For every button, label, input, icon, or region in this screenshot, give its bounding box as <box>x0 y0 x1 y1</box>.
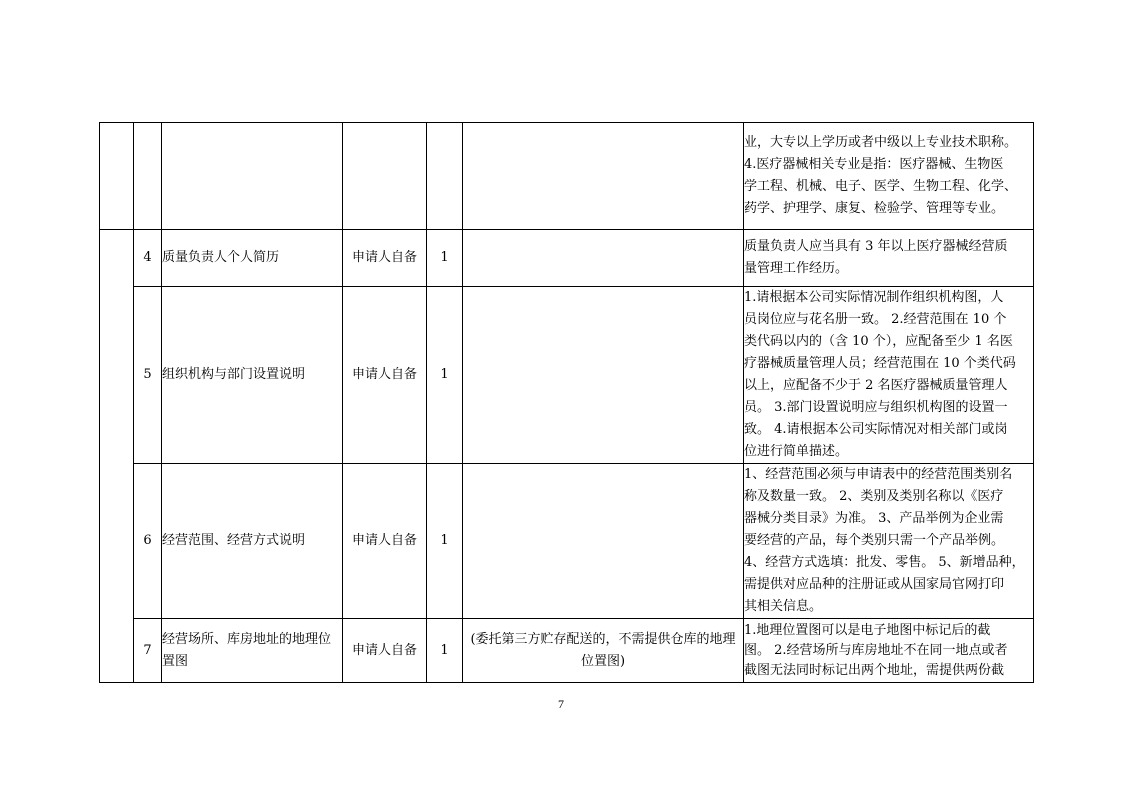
material-count: 1 <box>427 230 463 287</box>
material-name: 质量负责人个人简历 <box>162 230 343 287</box>
requirement-cell <box>744 230 1034 287</box>
requirement-line: 截图无法同时标记出两个地址，需提供两份截 <box>744 662 1005 678</box>
material-name: 经营范围、经营方式说明 <box>162 464 343 619</box>
material-note <box>463 619 744 683</box>
group-cell-top <box>100 123 134 230</box>
requirement-line: 质量负责人应当具有 3 年以上医疗器械经营质 <box>744 239 1008 254</box>
row-number: 4 <box>134 230 162 287</box>
material-name-line: 经营场所、库房地址的地理位 <box>162 631 332 647</box>
requirement-line: 药学、护理学、康复、检验学、管理等专业。 <box>744 201 1005 216</box>
table-row-continuation <box>100 123 1034 230</box>
requirement-line: 疗器械质量管理人员；经营范围在 10 个类代码 <box>744 356 1016 371</box>
requirement-line: 学工程、机械、电子、医学、生物工程、化学、 <box>744 179 1018 194</box>
row-number: 6 <box>134 464 162 619</box>
requirement-line: 以上，应配备不少于 2 名医疗器械质量管理人 <box>744 378 1008 393</box>
requirement-line: 员。 3.部门设置说明应与组织机构图的设置一 <box>744 400 1008 415</box>
table-row <box>100 619 1034 683</box>
row-number: 7 <box>134 619 162 683</box>
material-count: 1 <box>427 287 463 464</box>
requirement-cell <box>744 464 1034 619</box>
requirement-line: 类代码以内的（含 10 个），应配备至少 1 名医 <box>744 334 1013 349</box>
requirement-line: 位进行简单描述。 <box>744 444 849 459</box>
requirement-line: 要经营的产品，每个类别只需一个产品举例。 <box>744 533 1005 548</box>
row-number: 5 <box>134 287 162 464</box>
material-source: 申请人自备 <box>343 464 427 619</box>
material-name: 组织机构与部门设置说明 <box>162 287 343 464</box>
requirement-cell <box>744 123 1034 230</box>
requirement-line: 1.地理位置图可以是电子地图中标记后的截 <box>744 622 991 638</box>
requirement-line: 图。 2.经营场所与库房地址不在同一地点或者 <box>744 642 1008 658</box>
material-source: 申请人自备 <box>343 619 427 683</box>
requirement-line: 1、经营范围必须与申请表中的经营范围类别名 <box>744 467 1013 482</box>
requirement-line: 4、经营方式选填：批发、零售。 5、新增品种， <box>744 555 1025 570</box>
requirement-cell <box>744 619 1034 683</box>
material-source: 申请人自备 <box>343 287 427 464</box>
group-cell <box>100 230 134 683</box>
requirement-line: 1.请根据本公司实际情况制作组织机构图，人 <box>744 290 1004 305</box>
material-note-line: (委托第三方贮存配送的，不需提供仓库的地理 <box>470 631 736 647</box>
table-row <box>100 287 1034 464</box>
requirement-line: 器械分类目录》为准。 3、产品举例为企业需 <box>744 511 1004 526</box>
requirement-line: 员岗位应与花名册一致。 2.经营范围在 10 个 <box>744 312 1007 327</box>
material-count: 1 <box>427 464 463 619</box>
requirement-cell <box>744 287 1034 464</box>
material-name-line: 置图 <box>162 653 189 669</box>
material-note <box>463 230 744 287</box>
requirement-line: 其相关信息。 <box>744 599 823 614</box>
material-name <box>162 619 343 683</box>
requirement-line: 称及数量一致。 2、类别及类别名称以《医疗 <box>744 489 1004 504</box>
material-count: 1 <box>427 619 463 683</box>
material-source: 申请人自备 <box>343 230 427 287</box>
requirement-line: 致。 4.请根据本公司实际情况对相关部门或岗 <box>744 422 1008 437</box>
requirement-line: 需提供对应品种的注册证或从国家局官网打印 <box>744 577 1005 592</box>
page-number: 7 <box>558 697 564 711</box>
material-note <box>463 464 744 619</box>
material-note-line: 位置图) <box>580 653 626 669</box>
materials-table <box>99 122 1034 683</box>
requirement-line: 业，大专以上学历或者中级以上专业技术职称。 <box>744 135 1018 150</box>
table-row <box>100 230 1034 287</box>
table-row <box>100 464 1034 619</box>
material-note <box>463 287 744 464</box>
requirement-line: 4.医疗器械相关专业是指：医疗器械、生物医 <box>744 157 1004 172</box>
requirement-line: 量管理工作经历。 <box>744 261 849 276</box>
